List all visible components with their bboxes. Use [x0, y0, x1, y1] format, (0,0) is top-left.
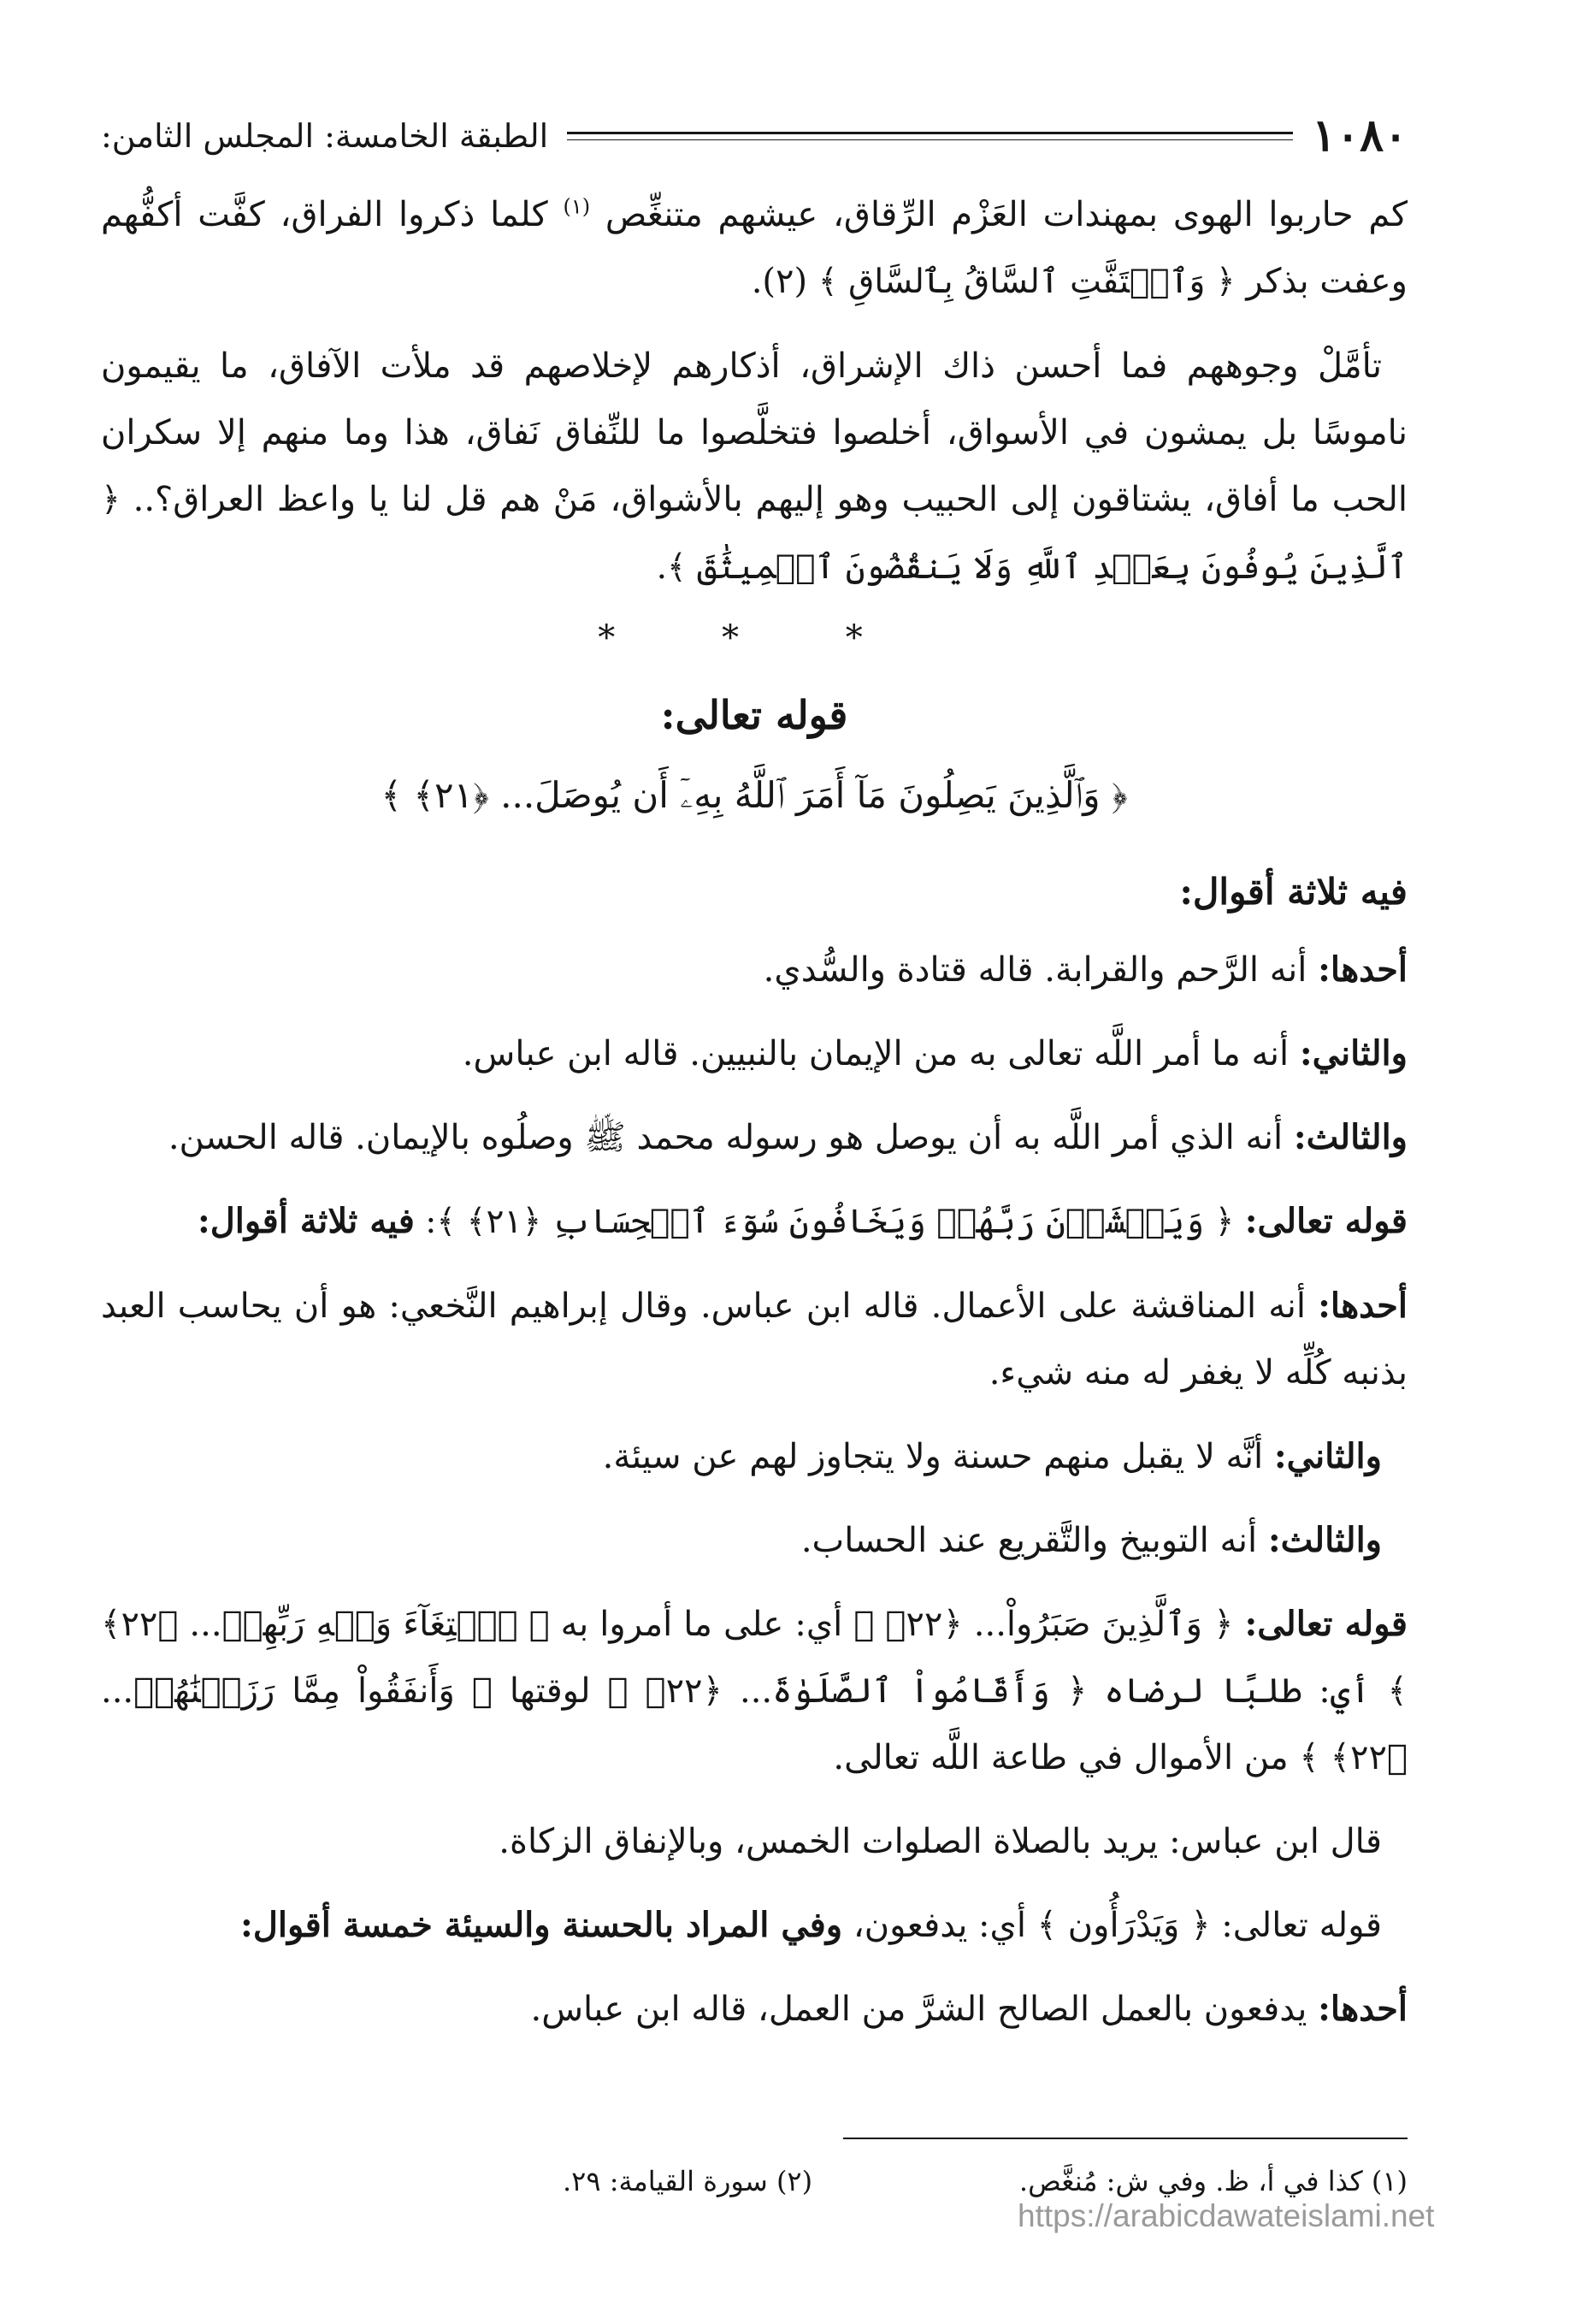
- opinion-label: والثاني:: [1273, 1436, 1382, 1476]
- opinion-text: أنه المناقشة على الأعمال. قاله ابن عباس. وقال إبراهيم النَّخعي: هو أن يحاسب العبد بذنبه كُلِّه لا يغفر له منه شيء.: [101, 1286, 1408, 1393]
- opinion-1: [101, 937, 1408, 1003]
- footnote-rule: [843, 2138, 1408, 2139]
- verse-commentary-1: [101, 1188, 1408, 1256]
- commentary-bold: وفي المراد بالحسنة والسيئة خمسة أقوال:: [240, 1905, 843, 1945]
- opinion-3: [101, 1104, 1408, 1171]
- p1-text: كم حاربوا الهوى بمهندات العَزْم الرِّقاق، عيشهم متنغِّص: [590, 195, 1408, 234]
- watermark-url: https://arabicdawateislami.net: [1018, 2198, 1435, 2233]
- verse-commentary-3: [101, 1892, 1408, 1959]
- footnote-2: (٢) سورة القيامة: ٢٩.: [563, 2165, 813, 2197]
- opinion-text: أنه الرَّحم والقرابة. قاله قتادة والسُّدي.: [763, 950, 1319, 990]
- header-rule: [567, 132, 1293, 140]
- page-header: [101, 109, 1408, 162]
- ibn-abbas-quote: قال ابن عباس: يريد بالصلاة الصلوات الخمس، وبالإنفاق الزكاة.: [499, 1822, 1382, 1861]
- opinion-label: والثالث:: [1293, 1117, 1408, 1157]
- opinion-1: [101, 1273, 1408, 1406]
- opinion-label: والثاني:: [1299, 1033, 1408, 1073]
- sub-heading: فيه ثلاثة أقوال:: [1179, 871, 1408, 913]
- opinion-label: أحدها:: [1318, 949, 1408, 990]
- verse-label: قوله تعالى:: [1244, 1604, 1408, 1644]
- opinion-3: [101, 1507, 1408, 1574]
- paragraph-1: [101, 181, 1408, 316]
- opinion-text: أنه ما أمر اللَّه تعالى به من الإيمان بالنبيين. قاله ابن عباس.: [462, 1034, 1300, 1073]
- footnote-ref-2: (٢).: [751, 262, 818, 301]
- quran-verse: ﴿ وَيَخۡشَوۡنَ رَبَّهُمۡ وَيَخَافُونَ سُوٓءَ ٱلۡحِسَابِ ﴿٢١﴾ ﴾:: [414, 1203, 1245, 1241]
- page-body: [101, 181, 1408, 2060]
- footnote-1: (١) كذا في أ، ظ. وفي ش: مُنغَّص.: [1018, 2165, 1408, 2197]
- opinion-text: أنَّه لا يقبل منهم حسنة ولا يتجاوز لهم عن سيئة.: [602, 1437, 1274, 1476]
- opinion-label: أحدها:: [1318, 1989, 1408, 2029]
- running-head: الطبقة الخامسة: المجلس الثامن:: [101, 116, 549, 155]
- p2-text: تأمَّلْ وجوههم فما أحسن ذاك الإشراق، أذكارهم لإخلاصهم قد ملأت الآفاق، ما يقيمون ناموسًا بل يمشون في الأسواق، أخلصوا فتخلَّصوا ما للنِّفاق نَفاق، هذا وما منهم إلا سكران الحب ما أفاق، يشتاقون إلى الحبيب وهو إليهم بالأشواق، مَنْ هم قل لنا يا واعظ العراق؟..: [101, 346, 1408, 519]
- opinion-text: أنه التوبيخ والتَّقريع عند الحساب.: [800, 1521, 1268, 1560]
- opinion-label: أحدها:: [1318, 1286, 1408, 1326]
- page-number: ١٠٨٠: [1312, 109, 1408, 162]
- quran-verse: ﴿ ٱلَّذِينَ يُوفُونَ بِعَهۡدِ ٱللَّهِ وَلَا يَنقُضُونَ ٱلۡمِيثَٰقَ ﴾.: [101, 481, 1408, 587]
- commentary-text: ﴿ وَٱلَّذِينَ صَبَرُواْ... ﴿٢٢﴾ ﴾ أي: على ما أمروا به ﴿ ٱبۡتِغَآءَ وَجۡهِ رَبِّهِمۡ... ﴿٢٢﴾ ﴾ أي: طلبًا لرضاه ﴿ وَأَقَامُواْ ٱلصَّلَوٰةَ... ﴿٢٢﴾ ﴾ لوقتها ﴿ وَأَنفَقُواْ مِمَّا رَزَقۡنَٰهُمۡ... ﴿٢٢﴾ ﴾ من الأموال في طاعة اللَّه تعالى.: [101, 1605, 1408, 1777]
- verse-commentary-2: [101, 1591, 1408, 1791]
- footnote-ref-1: (١): [563, 194, 591, 219]
- opinion-2: [101, 1423, 1408, 1490]
- quran-verse: ﴿ وَٱلۡتَفَّتِ ٱلسَّاقُ بِٱلسَّاقِ ﴾: [817, 263, 1236, 301]
- opinion-label: والثالث:: [1267, 1520, 1382, 1560]
- opinion-2: [101, 1020, 1408, 1087]
- opinion-text: أنه الذي أمر اللَّه به أن يوصل هو رسوله محمد ﷺ وصلُوه بالإيمان. قاله الحسن.: [168, 1118, 1294, 1157]
- verse-label: قوله تعالى:: [1244, 1201, 1408, 1241]
- verse-tail: فيه ثلاثة أقوال:: [197, 1201, 415, 1241]
- heading-verse: ﴿ وَٱلَّذِينَ يَصِلُونَ مَآ أَمَرَ ٱللَّهُ بِهِۦٓ أَن يُوصَلَ... ﴿٢١﴾ ﴾: [381, 774, 1128, 816]
- opinion-text: يدفعون بالعمل الصالح الشرَّ من العمل، قاله ابن عباس.: [530, 1990, 1319, 2029]
- paragraph-2: [101, 333, 1408, 601]
- opinion-1: [101, 1976, 1408, 2043]
- p1-continuation: كلما ذكروا الفراق، كفَّت أكفُّهم وعفت بذكر: [101, 195, 1408, 301]
- commentary-text: قوله تعالى: ﴿ وَيَدْرَأُون ﴾ أي: يدفعون،: [842, 1906, 1382, 1945]
- section-heading: قوله تعالى:: [660, 692, 848, 738]
- section-divider: * * *: [598, 618, 911, 658]
